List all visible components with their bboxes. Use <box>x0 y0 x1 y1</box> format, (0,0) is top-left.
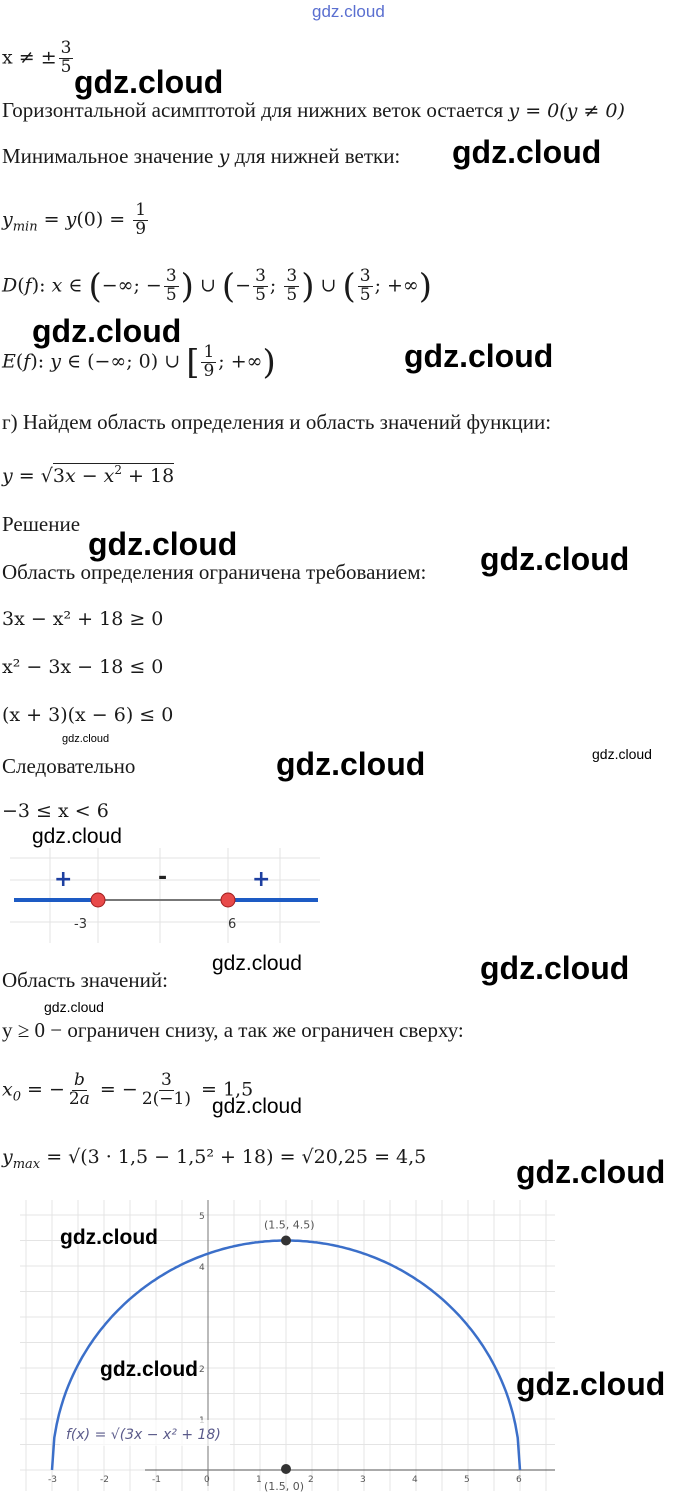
max-point <box>281 1236 291 1246</box>
number-line-diagram <box>10 848 320 943</box>
range-bounded-text: y ≥ 0 − ограничен снизу, а так же ограничен сверху: <box>2 1018 464 1042</box>
watermark: gdz.cloud <box>592 746 652 762</box>
line-ymax: $y_{max} = √(3 \cdot 1,5 - 1,5^2 + 18) = √20,25 = 4,5$ <box>2 1146 427 1172</box>
watermark: gdz.cloud <box>100 1358 198 1381</box>
fraction-3-5: $\frac{3}{5}$ <box>60 38 72 77</box>
function-label: f(x) = √(3x − x² + 18) <box>66 1427 221 1443</box>
point-minus-3 <box>91 893 105 907</box>
watermark: gdz.cloud <box>212 952 302 975</box>
x-tick-label: -3 <box>48 1475 57 1485</box>
y-tick-label: 4 <box>199 1263 205 1273</box>
asymptote-text: Горизонтальной асимптотой для нижних веток остается <box>2 98 504 122</box>
watermark: gdz.cloud <box>88 526 238 562</box>
label-consequently: Следовательно <box>2 754 136 778</box>
min-value-text-b: для нижней ветки: <box>234 144 401 168</box>
watermark: gdz.cloud <box>60 1226 158 1249</box>
heading-part-g: г) Найдем область определения и область значений функции: <box>2 410 552 434</box>
sign-plus-left: + <box>54 867 73 892</box>
x0-result: = 1,5 <box>201 1078 254 1101</box>
asymptote-formula: y = 0(y ≠ 0) <box>508 100 625 122</box>
ymax-formula: = √(3 · 1,5 − 1,5² + 18) = √20,25 = 4,5 <box>46 1146 427 1168</box>
number-line-grid <box>10 848 320 943</box>
watermark: gdz.cloud <box>212 1095 302 1118</box>
x-tick-label: 2 <box>308 1475 314 1485</box>
y-tick-label: 2 <box>199 1365 205 1375</box>
watermark: gdz.cloud <box>74 64 224 100</box>
label-range: Область значений: <box>2 968 168 992</box>
y-tick-label: 5 <box>199 1212 205 1222</box>
watermark: gdz.cloud <box>276 746 426 782</box>
domain-requirement: Область определения ограничена требованием: <box>2 560 427 584</box>
x-tick-label: -1 <box>152 1475 161 1485</box>
min-value-text: Минимальное значение <box>2 144 214 168</box>
line-horizontal-asymptote <box>2 100 625 121</box>
base-point-label: (1.5, 0) <box>264 1480 305 1493</box>
sign-plus-right: + <box>252 867 271 892</box>
label-6: 6 <box>228 917 237 932</box>
line-x-not-equal <box>2 40 75 77</box>
label-minus-3: -3 <box>74 917 87 932</box>
watermark: gdz.cloud <box>480 541 630 577</box>
watermark: gdz.cloud <box>480 950 630 986</box>
domain-result: −3 ≤ x < 6 <box>2 800 109 822</box>
watermark: gdz.cloud <box>32 825 122 848</box>
watermark: gdz.cloud <box>62 733 110 745</box>
x-not-equal-text: x ≠ ± <box>2 46 57 69</box>
watermark: gdz.cloud <box>516 1154 666 1190</box>
label-solution: Решение <box>2 512 81 536</box>
inequality-3: (x + 3)(x − 6) ≤ 0 <box>2 704 174 726</box>
watermark: gdz.cloud <box>452 134 602 170</box>
line-x0: $x_0$ = − $\frac{b}{2a}$ = − $\frac{3}{2(-1)}$ = 1,5 <box>2 1070 254 1109</box>
line-function: $y = √3x - x^2 + 18$ <box>2 463 175 487</box>
x-tick-label: 4 <box>412 1475 418 1485</box>
line-min-value: Минимальное значение y для нижней ветки: <box>2 144 401 168</box>
x-tick-label: 5 <box>464 1475 470 1485</box>
watermark: gdz.cloud <box>516 1366 666 1402</box>
line-range-f: E(f): y ∈ (−∞; 0) ∪ [ $\frac{1}{9}$ ; +∞) <box>2 342 276 383</box>
x-tick-label: -2 <box>100 1475 109 1485</box>
point-6 <box>221 893 235 907</box>
x-tick-label: 3 <box>360 1475 366 1485</box>
watermark: gdz.cloud <box>32 313 182 349</box>
base-point <box>281 1464 291 1474</box>
x-tick-label: 1 <box>256 1475 262 1485</box>
inequality-2: x² − 3x − 18 ≤ 0 <box>2 656 164 678</box>
watermark: gdz.cloud <box>44 999 104 1015</box>
x-tick-label: 0 <box>204 1475 210 1485</box>
sign-minus: - <box>158 865 168 890</box>
line-ymin: $y_{min} = y(0)$ = $\frac{1}{9}$ <box>2 200 147 239</box>
watermark-top: gdz.cloud <box>312 2 385 21</box>
line-domain-f: D(f): x ∈ (−∞; − $\frac{3}{5}$ ) ∪ (− $\frac{3}{5}$ ; $\frac{3}{5}$ ) ∪ ( $\frac{3}{5}$ ; +∞) <box>2 266 433 307</box>
inequality-1: 3x − x² + 18 ≥ 0 <box>2 608 164 630</box>
max-point-label: (1.5, 4.5) <box>264 1218 315 1232</box>
watermark: gdz.cloud <box>404 338 554 374</box>
x-tick-label: 6 <box>516 1475 522 1485</box>
